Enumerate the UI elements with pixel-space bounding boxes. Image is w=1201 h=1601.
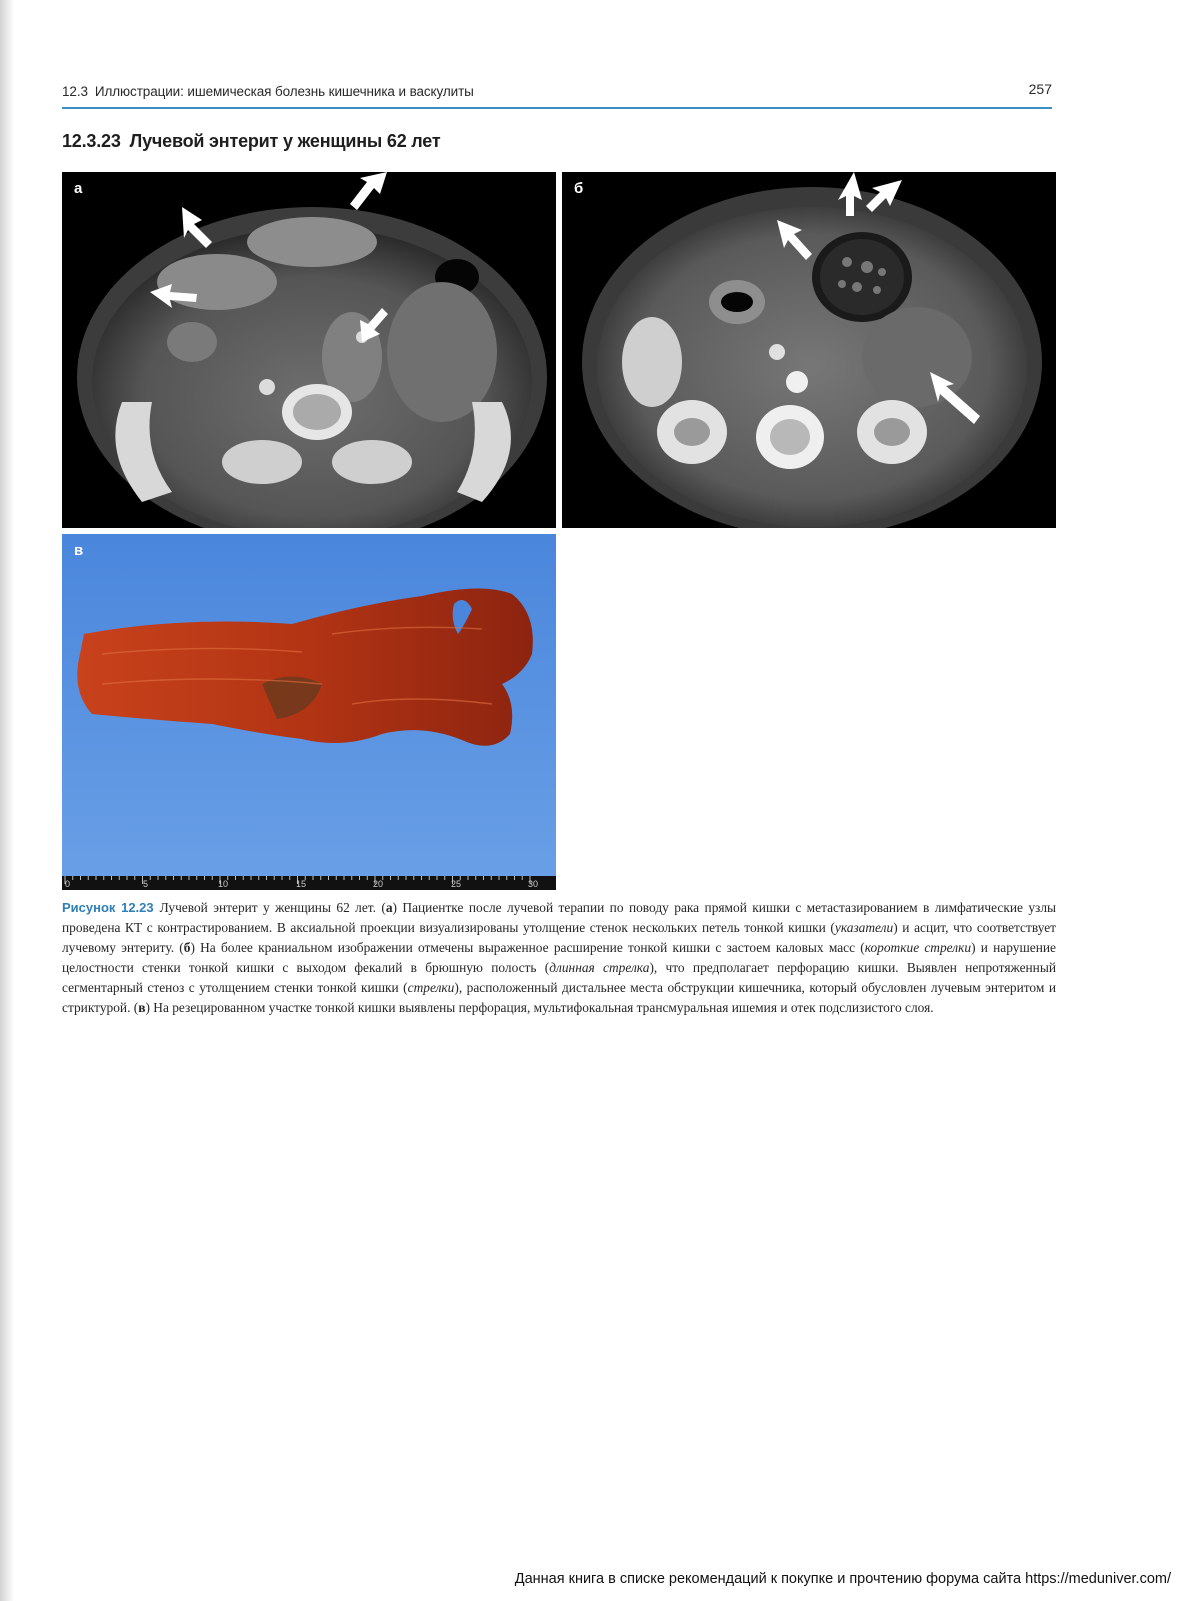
page-number: 257 (1028, 81, 1052, 97)
header-rule (62, 107, 1052, 109)
caption-italic: стрелки (407, 980, 455, 995)
caption-text: ) На резецированном участке тонкой кишки выявлены перфорация, мультифокальная трансмуральная ишемия и отек подслизистого слоя. (145, 1000, 934, 1015)
specimen-photo (62, 534, 556, 890)
figure-label: Рисунок 12.23 (62, 900, 154, 915)
panel-label-b: б (574, 180, 584, 197)
caption-text: ) и нарушение целостности стенки тонкой кишки с выходом фекалий в брюшную полость ( (62, 940, 1056, 975)
caption-text: ) На более краниальном изображении отмечены выраженное расширение тонкой кишки с застоем каловых масс ( (190, 940, 865, 955)
header-section-number: 12.3 (62, 84, 88, 99)
ruler-scale (62, 876, 556, 890)
ruler-tick-label: 0 (65, 879, 71, 889)
caption-text: ), расположенный дистальнее места обструкции кишечника, который обусловлен лучевым энтеритом и стриктурой. ( (62, 980, 1056, 1015)
caption-text: Лучевой энтерит у женщины 62 лет. ( (159, 900, 386, 915)
ruler-tick-label: 20 (373, 879, 384, 889)
ruler-tick-label: 15 (296, 879, 307, 889)
panel-label-c: в (74, 542, 84, 559)
figure-panel-b (562, 172, 1056, 528)
header-running-title: Иллюстрации: ишемическая болезнь кишечника и васкулиты (94, 84, 474, 99)
ruler-tick-label: 5 (143, 879, 149, 889)
caption-ref-b: б (183, 940, 191, 955)
caption-ref-a: а (385, 900, 393, 915)
running-head (62, 84, 474, 99)
section-title (62, 131, 441, 152)
caption-text: ) и асцит, что соответствует лучевому энтериту. ( (62, 920, 1057, 955)
section-title-text: Лучевой энтерит у женщины 62 лет (129, 131, 441, 151)
caption-italic: указатели (834, 920, 894, 935)
figure-panel-c (62, 534, 556, 890)
caption-ref-c: в (138, 1000, 146, 1015)
figure-panel-a (62, 172, 556, 528)
caption-text: ), что предполагает перфорацию кишки. Выявлен непротяженный сегментарный стеноз с утолщением стенки тонкой кишки ( (62, 960, 1057, 995)
running-header (62, 80, 1052, 108)
ct-image-a (62, 172, 556, 528)
panel-label-a: а (74, 180, 83, 197)
figure-caption (62, 898, 1056, 1018)
page-gutter-shadow (0, 0, 14, 1601)
caption-italic: короткие стрелки (864, 940, 972, 955)
footer-note: Данная книга в списке рекомендаций к покупке и прочтению форума сайта https://meduniver.com/ (514, 1571, 1171, 1587)
section-number: 12.3.23 (62, 131, 121, 151)
ruler-tick-label: 30 (528, 879, 539, 889)
ruler-tick-label: 10 (218, 879, 229, 889)
ruler-tick-label: 25 (451, 879, 462, 889)
caption-italic: длинная стрелка (549, 960, 650, 975)
caption-text: ) Пациентке после лучевой терапии по поводу рака прямой кишки с метастазированием в лимфатические узлы проведена КТ с контрастированием. В аксиальной проекции визуализированы утолщение стенок нескольких петель тонкой кишки ( (62, 900, 1056, 935)
ct-image-b (562, 172, 1056, 528)
